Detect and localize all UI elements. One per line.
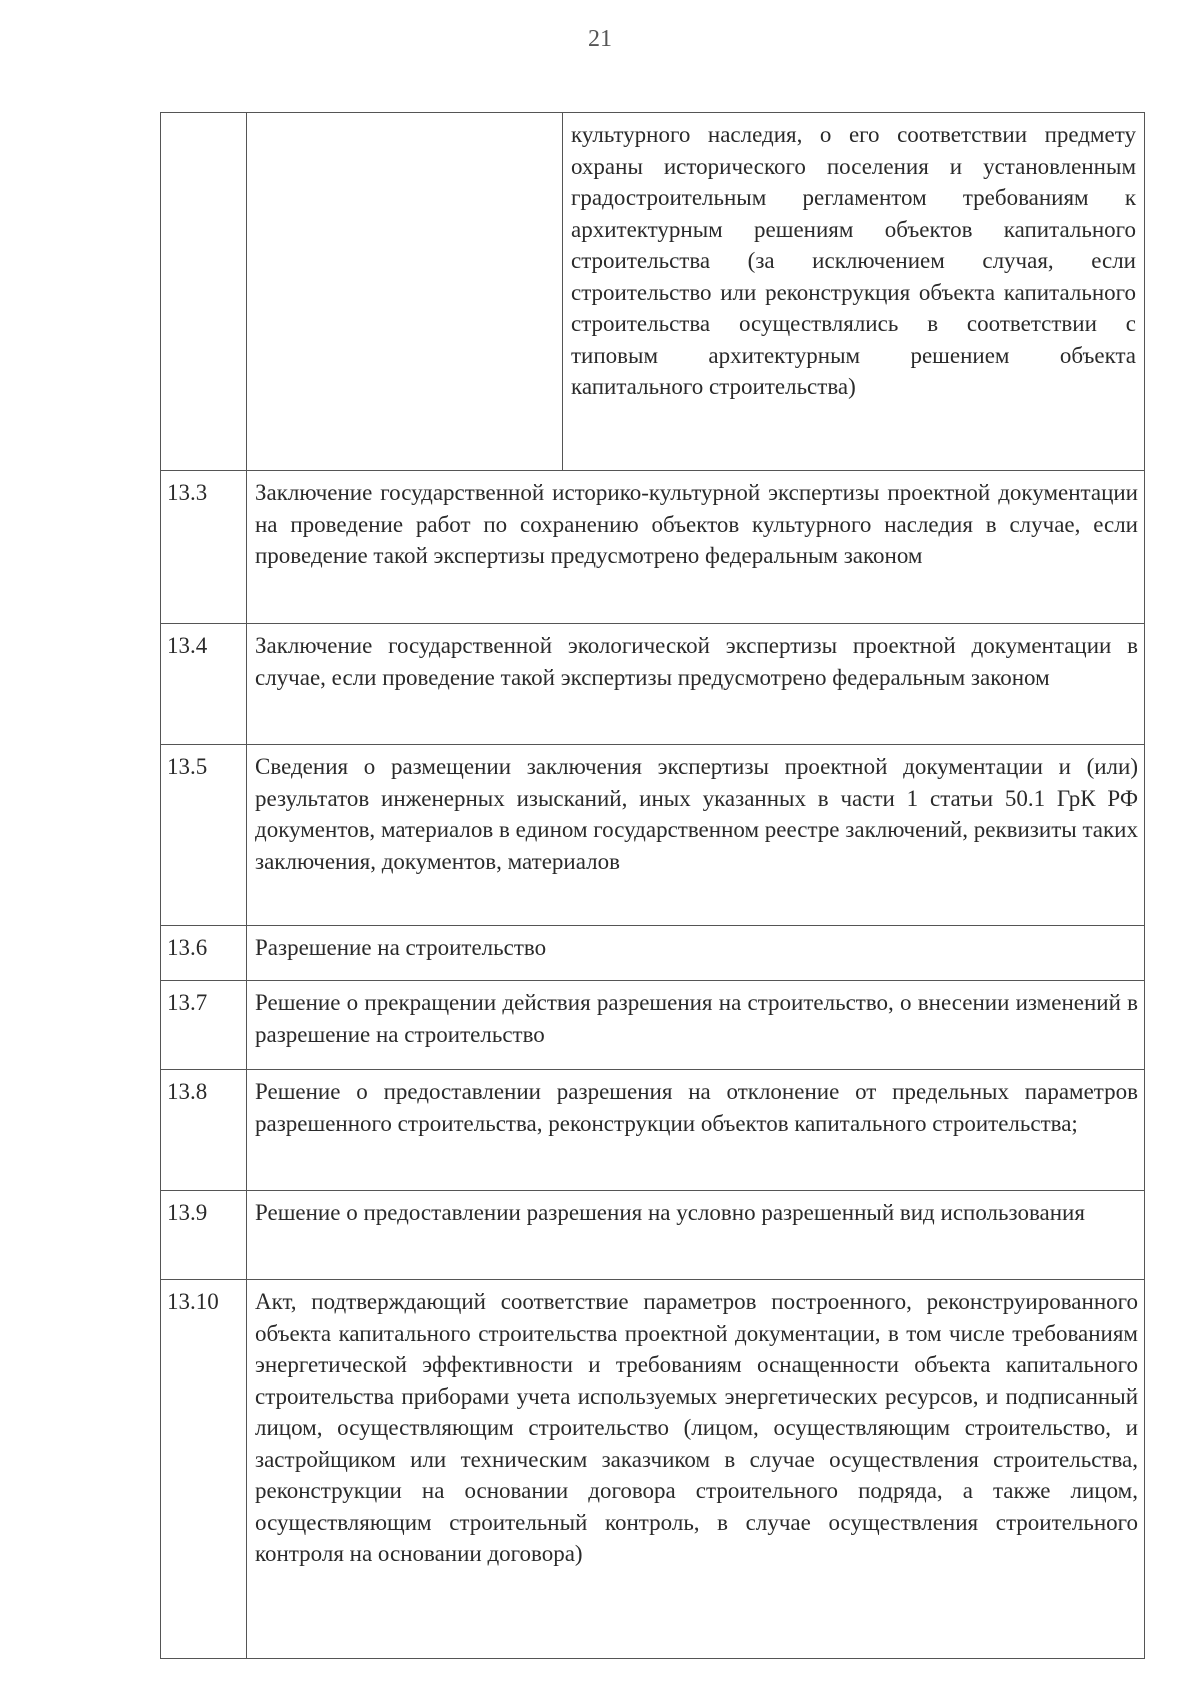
row-continued-text: культурного наследия, о его соответствии предмету охраны исторического поселения и установленным градостроительным регламентом требованиям к архитектурным решениям объектов капитального строительства (за исключением случая, если строительство или реконструкция объекта капитального строительства осуществлялись в соответствии с типовым архитектурным решением объекта капитального строительства) xyxy=(563,113,1145,471)
row-middle-cell xyxy=(247,113,563,471)
table-row xyxy=(161,1280,1145,1659)
table-row-continued xyxy=(161,113,1145,471)
table-row xyxy=(161,624,1145,745)
document-table xyxy=(160,112,1145,1659)
row-number: 13.5 xyxy=(161,745,247,926)
row-text: Решение о предоставлении разрешения на условно разрешенный вид использования xyxy=(247,1191,1145,1280)
table-row xyxy=(161,745,1145,926)
row-text: Заключение государственной экологической экспертизы проектной документации в случае, если проведение такой экспертизы предусмотрено федеральным законом xyxy=(247,624,1145,745)
row-number: 13.3 xyxy=(161,471,247,624)
row-number: 13.4 xyxy=(161,624,247,745)
row-number: 13.10 xyxy=(161,1280,247,1659)
table-row xyxy=(161,1070,1145,1191)
row-text: Решение о прекращении действия разрешения на строительство, о внесении изменений в разрешение на строительство xyxy=(247,981,1145,1070)
table-row xyxy=(161,471,1145,624)
row-text: Разрешение на строительство xyxy=(247,926,1145,981)
page-number: 21 xyxy=(588,26,612,52)
row-number: 13.9 xyxy=(161,1191,247,1280)
row-text: Акт, подтверждающий соответствие параметров построенного, реконструированного объекта капитального строительства проектной документации, в том числе требованиям энергетической эффективности и требованиям оснащенности объекта капитального строительства приборами учета используемых энергетических ресурсов, и подписанный лицом, осуществляющим строительство (лицом, осуществляющим строительство, и застройщиком или техническим заказчиком в случае осуществления строительства, реконструкции на основании договора строительного подряда, а также лицом, осуществляющим строительный контроль, в случае осуществления строительного контроля на основании договора) xyxy=(247,1280,1145,1659)
row-number: 13.7 xyxy=(161,981,247,1070)
row-text: Решение о предоставлении разрешения на отклонение от предельных параметров разрешенного строительства, реконструкции объектов капитального строительства; xyxy=(247,1070,1145,1191)
row-number xyxy=(161,113,247,471)
table-row xyxy=(161,981,1145,1070)
row-text: Заключение государственной историко-культурной экспертизы проектной документации на проведение работ по сохранению объектов культурного наследия в случае, если проведение такой экспертизы предусмотрено федеральным законом xyxy=(247,471,1145,624)
table-row xyxy=(161,1191,1145,1280)
row-text: Сведения о размещении заключения экспертизы проектной документации и (или) результатов инженерных изысканий, иных указанных в части 1 статьи 50.1 ГрК РФ документов, материалов в едином государственном реестре заключений, реквизиты таких заключения, документов, материалов xyxy=(247,745,1145,926)
table-row xyxy=(161,926,1145,981)
row-number: 13.6 xyxy=(161,926,247,981)
row-number: 13.8 xyxy=(161,1070,247,1191)
